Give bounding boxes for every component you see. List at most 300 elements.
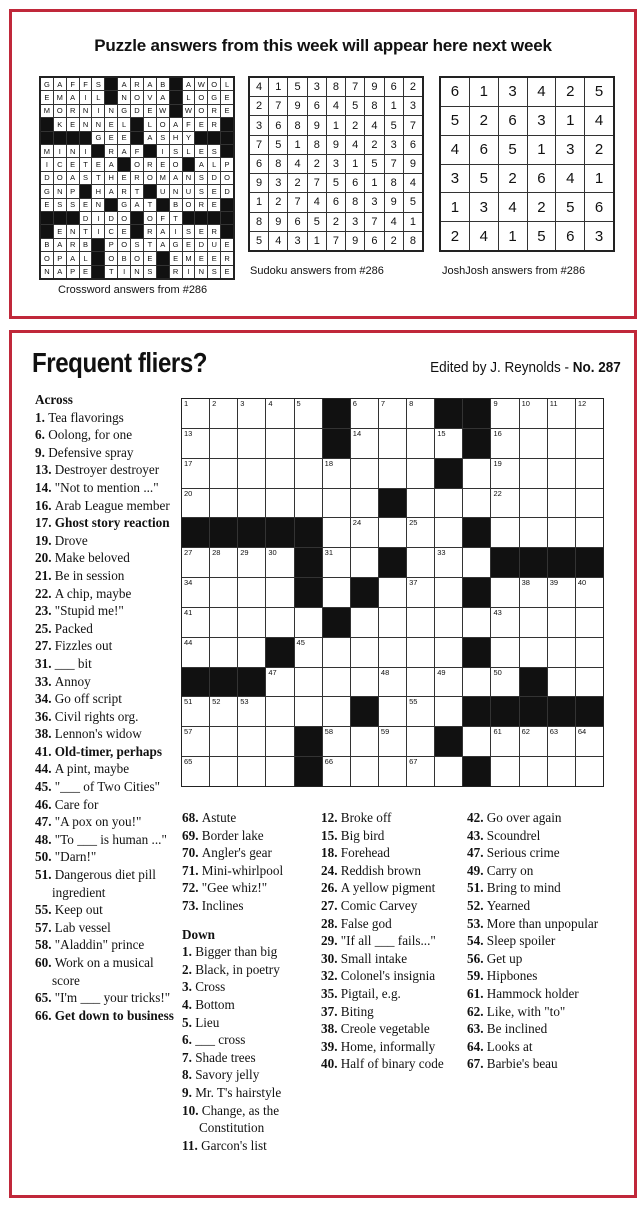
grid-cell[interactable] (491, 727, 518, 756)
clue-num: 47. (467, 845, 487, 861)
grid-cell[interactable] (407, 757, 434, 786)
grid-cell[interactable] (576, 578, 603, 607)
grid-cell[interactable] (491, 578, 518, 607)
grid-cell[interactable] (351, 459, 378, 488)
clue (35, 708, 177, 726)
grid-cell[interactable] (182, 638, 209, 667)
clue (321, 950, 466, 968)
grid-cell[interactable] (548, 429, 575, 458)
grid-cell[interactable] (520, 429, 547, 458)
grid-cell[interactable] (407, 429, 434, 458)
sudoku-answer-cell: 5 (385, 116, 403, 134)
grid-cell[interactable] (238, 608, 265, 637)
grid-cell[interactable] (323, 489, 350, 518)
grid-cell[interactable] (295, 459, 322, 488)
crossword-answer-cell: A (144, 78, 156, 90)
crossword-answer-cell: M (41, 105, 53, 117)
grid-cell[interactable] (238, 489, 265, 518)
sudoku-answer-grid (248, 76, 424, 252)
clue-text: "Darn!" (54, 849, 97, 865)
crossword-answer-cell: M (157, 172, 169, 184)
crossword-answer-cell: L (80, 252, 92, 264)
clue (35, 743, 177, 761)
clue-text: A chip, maybe (54, 585, 132, 601)
grid-cell[interactable] (295, 608, 322, 637)
grid-cell[interactable] (379, 518, 406, 547)
sudoku-answer-cell: 8 (250, 213, 268, 231)
grid-cell[interactable] (266, 459, 293, 488)
grid-cell[interactable] (491, 459, 518, 488)
crossword-answer-cell: T (144, 199, 156, 211)
grid-cell[interactable] (266, 548, 293, 577)
grid-cell[interactable] (407, 608, 434, 637)
joshjosh-answer-cell: 3 (470, 193, 498, 221)
grid-cell[interactable] (323, 548, 350, 577)
grid-cell[interactable] (576, 727, 603, 756)
crossword-answer-cell: Y (183, 132, 195, 144)
grid-cell[interactable] (576, 608, 603, 637)
grid-cell[interactable] (210, 548, 237, 577)
clue-num: 64. (467, 1038, 487, 1054)
clue-num: 11. (182, 1137, 202, 1153)
clue-number: 66 (324, 757, 333, 767)
clues-column-2 (182, 809, 317, 1154)
grid-cell[interactable] (266, 399, 293, 428)
joshjosh-answer-cell: 5 (499, 136, 527, 164)
clue-number: 57 (184, 727, 193, 737)
grid-cell[interactable] (295, 697, 322, 726)
grid-cell[interactable] (238, 459, 265, 488)
clue-num: 55. (35, 902, 55, 918)
clue-number: 58 (324, 727, 333, 737)
answers-title: Puzzle answers from this week will appear here next week (94, 36, 552, 55)
grid-cell[interactable] (238, 578, 265, 607)
grid-cell[interactable] (463, 548, 490, 577)
grid-cell[interactable] (351, 489, 378, 518)
clue-num: 30. (321, 950, 341, 966)
sudoku-answer-cell: 7 (404, 116, 422, 134)
crossword-answer-cell: G (92, 132, 104, 144)
sudoku-answer-cell: 4 (385, 213, 403, 231)
clue (467, 915, 617, 933)
grid-cell[interactable] (266, 697, 293, 726)
grid-cell[interactable] (548, 489, 575, 518)
black-square (463, 578, 490, 607)
crossword-answer-cell: E (41, 199, 53, 211)
crossword-answer-cell: E (80, 199, 92, 211)
grid-cell[interactable] (491, 429, 518, 458)
clue-num: 67. (467, 1056, 487, 1072)
clue-num: 43. (467, 827, 487, 843)
joshjosh-answer-cell: 4 (528, 78, 556, 106)
grid-cell[interactable] (520, 518, 547, 547)
crossword-answer-cell: A (67, 252, 79, 264)
grid-cell[interactable] (435, 697, 462, 726)
clue-num: 28. (321, 915, 341, 931)
clue (182, 844, 317, 862)
clue-number: 27 (184, 548, 193, 558)
grid-cell[interactable] (182, 727, 209, 756)
black-square (182, 668, 209, 697)
clue (35, 426, 177, 444)
black-square (491, 697, 518, 726)
black-square (41, 212, 53, 224)
clue-num: 1. (35, 409, 49, 425)
grid-cell[interactable] (323, 697, 350, 726)
grid-cell[interactable] (266, 668, 293, 697)
sudoku-answer-cell: 2 (327, 213, 345, 231)
grid-cell[interactable] (463, 608, 490, 637)
grid-cell[interactable] (238, 697, 265, 726)
grid-cell[interactable] (520, 489, 547, 518)
sudoku-answer-cell: 9 (250, 174, 268, 192)
grid-cell[interactable] (210, 757, 237, 786)
crossword-answer-cell: E (208, 185, 220, 197)
grid-cell[interactable] (351, 399, 378, 428)
crossword-answer-cell: A (170, 118, 182, 130)
grid-cell[interactable] (407, 459, 434, 488)
joshjosh-answer-cell: 1 (470, 78, 498, 106)
clue-text: Black, in poetry (195, 961, 280, 977)
grid-cell[interactable] (379, 727, 406, 756)
clue (35, 409, 177, 427)
grid-cell[interactable] (351, 548, 378, 577)
joshjosh-answer-cell: 5 (470, 165, 498, 193)
grid-cell[interactable] (520, 638, 547, 667)
clue (35, 1007, 177, 1025)
grid-cell[interactable] (379, 697, 406, 726)
sudoku-answer-cell: 9 (288, 97, 306, 115)
grid-cell[interactable] (548, 757, 575, 786)
sudoku-answer-cell: 7 (385, 155, 403, 173)
grid-cell[interactable] (295, 399, 322, 428)
crossword-answer-cell: D (131, 105, 143, 117)
crossword-answer-cell: G (41, 185, 53, 197)
grid-cell[interactable] (210, 638, 237, 667)
grid-cell[interactable] (182, 429, 209, 458)
grid-cell[interactable] (548, 608, 575, 637)
clue-text: A pint, maybe (54, 761, 130, 777)
grid-cell[interactable] (266, 727, 293, 756)
grid-cell[interactable] (238, 727, 265, 756)
joshjosh-answer-cell: 6 (470, 136, 498, 164)
grid-cell[interactable] (576, 429, 603, 458)
black-square (323, 399, 350, 428)
grid-cell[interactable] (238, 429, 265, 458)
grid-cell[interactable] (182, 548, 209, 577)
clue-number: 1 (184, 399, 189, 408)
clue-num: 38. (35, 726, 55, 742)
clue-number: 17 (184, 458, 193, 468)
clue-number: 63 (549, 727, 559, 737)
clue (35, 901, 177, 919)
clue-num: 62. (467, 1003, 487, 1019)
joshjosh-answer-grid (439, 76, 615, 252)
grid-cell[interactable] (548, 668, 575, 697)
grid-cell[interactable] (407, 548, 434, 577)
grid-cell[interactable] (323, 757, 350, 786)
joshjosh-answer-cell: 1 (441, 193, 469, 221)
grid-cell[interactable] (266, 429, 293, 458)
crossword-answer-cell: H (170, 132, 182, 144)
grid-cell[interactable] (351, 429, 378, 458)
grid-cell[interactable] (182, 489, 209, 518)
grid-cell[interactable] (520, 459, 547, 488)
grid-cell[interactable] (379, 638, 406, 667)
grid-cell[interactable] (379, 399, 406, 428)
grid-cell[interactable] (491, 489, 518, 518)
grid-cell[interactable] (238, 548, 265, 577)
clue-num: 71. (182, 862, 202, 878)
grid-cell[interactable] (548, 578, 575, 607)
grid-cell[interactable] (407, 578, 434, 607)
crossword-answer-cell: N (131, 266, 143, 278)
grid-cell[interactable] (548, 727, 575, 756)
grid-cell[interactable] (463, 727, 490, 756)
sudoku-answer-cell: 7 (308, 174, 326, 192)
grid-cell[interactable] (351, 668, 378, 697)
clue-num: 41. (35, 743, 55, 759)
grid-cell[interactable] (435, 668, 462, 697)
black-square (195, 132, 207, 144)
grid-cell[interactable] (520, 608, 547, 637)
grid-cell[interactable] (182, 578, 209, 607)
clue-num: 38. (321, 1021, 341, 1037)
sudoku-caption: Sudoku answers from #286 (250, 265, 384, 277)
grid-cell[interactable] (491, 518, 518, 547)
grid-cell[interactable] (435, 757, 462, 786)
clue (35, 602, 177, 620)
sudoku-answer-cell: 4 (404, 174, 422, 192)
clue (182, 897, 317, 915)
grid-cell[interactable] (266, 578, 293, 607)
clue-text: Hammock holder (486, 985, 579, 1001)
clue-num: 57. (35, 919, 55, 935)
crossword-answer-cell: I (80, 91, 92, 103)
sudoku-answer-cell: 2 (385, 232, 403, 250)
grid-cell[interactable] (266, 757, 293, 786)
grid-cell[interactable] (576, 638, 603, 667)
clue (35, 461, 177, 479)
crossword-answer-cell: R (144, 158, 156, 170)
black-square (80, 132, 92, 144)
clue-num: 34. (35, 691, 55, 707)
grid-cell[interactable] (182, 697, 209, 726)
grid-cell[interactable] (379, 608, 406, 637)
grid-cell[interactable] (182, 608, 209, 637)
grid-cell[interactable] (407, 489, 434, 518)
grid-cell[interactable] (407, 668, 434, 697)
crossword-answer-cell: N (67, 225, 79, 237)
crossword-answer-cell: E (67, 158, 79, 170)
grid-cell[interactable] (407, 518, 434, 547)
grid-cell[interactable] (323, 459, 350, 488)
grid-cell[interactable] (210, 459, 237, 488)
grid-cell[interactable] (576, 668, 603, 697)
black-square (182, 518, 209, 547)
grid-cell[interactable] (491, 608, 518, 637)
clue-num: 15. (321, 827, 341, 843)
grid-cell[interactable] (323, 518, 350, 547)
joshjosh-answer-cell: 3 (499, 78, 527, 106)
crossword-answer-cell: S (54, 199, 66, 211)
grid-cell[interactable] (520, 399, 547, 428)
grid-cell[interactable] (210, 429, 237, 458)
clue-text: Be in session (54, 567, 125, 583)
grid-cell[interactable] (435, 548, 462, 577)
sudoku-answer-cell: 7 (250, 136, 268, 154)
crossword-answer-cell: S (92, 78, 104, 90)
crossword-answer-cell: O (144, 172, 156, 184)
black-square (221, 212, 233, 224)
grid-cell[interactable] (351, 518, 378, 547)
grid-cell[interactable] (323, 638, 350, 667)
grid-cell[interactable] (491, 757, 518, 786)
grid-cell[interactable] (576, 459, 603, 488)
grid-cell[interactable] (182, 399, 209, 428)
grid-cell[interactable] (210, 608, 237, 637)
grid-cell[interactable] (210, 399, 237, 428)
sudoku-answer-cell: 8 (308, 136, 326, 154)
black-square (576, 697, 603, 726)
sudoku-answer-cell: 1 (385, 97, 403, 115)
black-square (295, 578, 322, 607)
clue-num: 61. (467, 985, 487, 1001)
grid-cell[interactable] (576, 757, 603, 786)
grid-cell[interactable] (520, 727, 547, 756)
black-square (67, 212, 79, 224)
grid-cell[interactable] (238, 638, 265, 667)
crossword-answer-cell: L (92, 91, 104, 103)
grid-cell[interactable] (323, 727, 350, 756)
crossword-answer-cell: O (131, 252, 143, 264)
clues-column-1 (35, 391, 177, 1024)
crossword-answer-cell: R (105, 145, 117, 157)
grid-cell[interactable] (548, 459, 575, 488)
grid-cell[interactable] (351, 727, 378, 756)
grid-cell[interactable] (379, 578, 406, 607)
grid-cell[interactable] (491, 668, 518, 697)
crossword-answer-cell: I (80, 145, 92, 157)
sudoku-answer-cell: 5 (365, 155, 383, 173)
grid-cell[interactable] (491, 638, 518, 667)
joshjosh-answer-cell: 4 (441, 136, 469, 164)
black-square (295, 518, 322, 547)
grid-cell[interactable] (323, 578, 350, 607)
grid-cell[interactable] (435, 489, 462, 518)
grid-cell[interactable] (266, 489, 293, 518)
clue-num: 42. (467, 810, 487, 825)
grid-cell[interactable] (182, 757, 209, 786)
clue (35, 760, 177, 778)
grid-cell[interactable] (351, 608, 378, 637)
crossword-answer-cell: S (67, 199, 79, 211)
grid-cell[interactable] (548, 638, 575, 667)
grid-cell[interactable] (435, 638, 462, 667)
grid-cell[interactable] (182, 459, 209, 488)
grid-cell[interactable] (379, 459, 406, 488)
grid-cell[interactable] (576, 399, 603, 428)
clue (35, 796, 177, 814)
crossword-answer-cell: R (208, 105, 220, 117)
black-square (238, 518, 265, 547)
grid-cell[interactable] (407, 727, 434, 756)
grid-cell[interactable] (435, 578, 462, 607)
crossword-answer-cell: N (170, 185, 182, 197)
black-square (295, 548, 322, 577)
grid-cell[interactable] (295, 489, 322, 518)
grid-cell[interactable] (323, 668, 350, 697)
grid-cell[interactable] (210, 489, 237, 518)
clue (182, 1102, 317, 1137)
grid-cell[interactable] (548, 518, 575, 547)
grid-cell[interactable] (435, 429, 462, 458)
grid-cell[interactable] (435, 608, 462, 637)
joshjosh-answer-cell: 4 (499, 193, 527, 221)
clue (35, 673, 177, 691)
joshjosh-answer-cell: 6 (556, 222, 584, 250)
grid-cell[interactable] (520, 578, 547, 607)
grid-cell[interactable] (576, 518, 603, 547)
grid-cell[interactable] (238, 399, 265, 428)
grid-cell[interactable] (351, 757, 378, 786)
clue (182, 1084, 317, 1102)
black-square (463, 429, 490, 458)
puzzle-number: No. 287 (572, 359, 621, 376)
clue-number: 67 (409, 757, 418, 767)
sudoku-answer-cell: 3 (404, 97, 422, 115)
grid-cell[interactable] (379, 757, 406, 786)
clue (467, 967, 617, 985)
clue-number: 18 (324, 458, 333, 468)
grid-cell[interactable] (210, 578, 237, 607)
black-square (435, 727, 462, 756)
clue-num: 21. (35, 567, 55, 583)
clue (467, 844, 617, 862)
grid-cell[interactable] (407, 638, 434, 667)
grid-cell[interactable] (266, 608, 293, 637)
grid-cell[interactable] (379, 429, 406, 458)
clue-text: Big bird (340, 827, 385, 843)
grid-cell[interactable] (379, 668, 406, 697)
grid-cell[interactable] (463, 459, 490, 488)
sudoku-answer-cell: 9 (365, 78, 383, 96)
clue-text: Go off script (54, 691, 122, 707)
clue-number: 2 (212, 399, 217, 408)
grid-cell[interactable] (238, 757, 265, 786)
clue-num: 51. (35, 867, 55, 883)
grid-cell[interactable] (463, 668, 490, 697)
grid-cell[interactable] (210, 727, 237, 756)
black-square (105, 78, 117, 90)
grid-cell[interactable] (435, 518, 462, 547)
grid-cell[interactable] (463, 489, 490, 518)
grid-cell[interactable] (491, 399, 518, 428)
grid-cell[interactable] (295, 429, 322, 458)
grid-cell[interactable] (295, 668, 322, 697)
grid-cell[interactable] (520, 757, 547, 786)
grid-cell[interactable] (407, 697, 434, 726)
clue (321, 879, 466, 897)
grid-cell[interactable] (295, 638, 322, 667)
grid-cell[interactable] (407, 399, 434, 428)
sudoku-answer-cell: 1 (346, 155, 364, 173)
grid-cell[interactable] (210, 697, 237, 726)
clue (35, 444, 177, 462)
grid-cell[interactable] (548, 399, 575, 428)
grid-cell[interactable] (576, 489, 603, 518)
grid-cell[interactable] (351, 638, 378, 667)
